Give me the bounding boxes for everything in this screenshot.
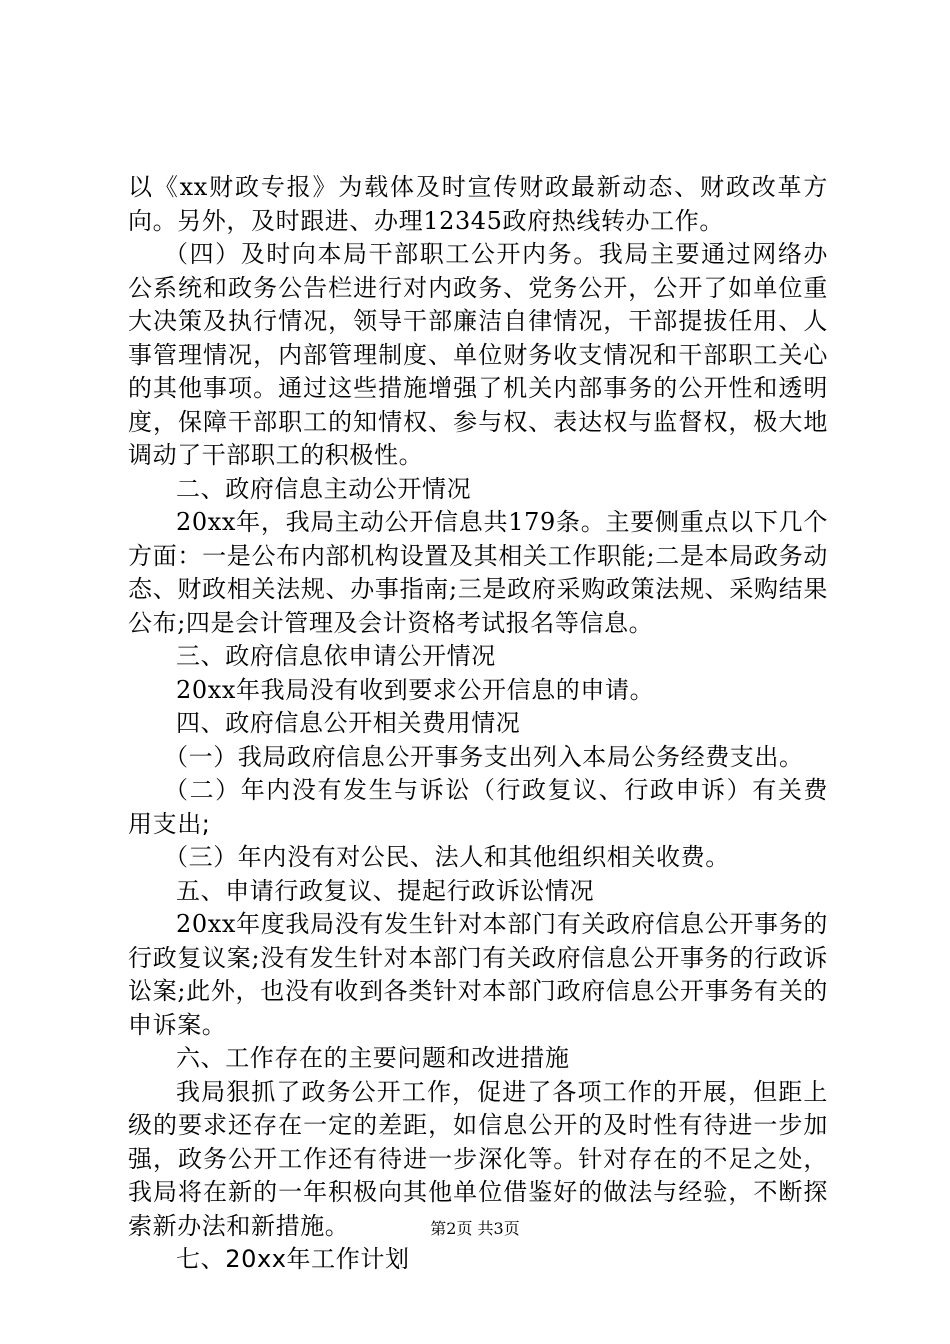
document-body <box>128 171 828 1277</box>
paragraph-lead-heading: （四）及时向本局干部职工公开内务。 <box>164 240 599 268</box>
section-heading-4: 四、政府信息公开相关费用情况 <box>176 709 521 737</box>
subheading-fees-3: （三）年内没有对公民、法人和其他组织相关收费。 <box>164 843 730 871</box>
paragraph-review-litigation: 20xx年度我局没有发生针对本部门有关政府信息公开事务的行政复议案;没有发生针对本部门有关政府信息公开事务的行政诉讼案;此外，也没有收到各类针对本部门政府信息公开事务有关的申诉案。 <box>128 910 828 1039</box>
paragraph-body-text: 我局主要通过网络办公系统和政务公告栏进行对内政务、党务公开，公开了如单位重大决策及执行情况，领导干部廉洁自律情况，干部提拔任用、人事管理情况，内部管理制度、单位财务收支情况和干部职工关心的其他事项。通过这些措施增强了机关内部事务的公开性和透明度，保障干部职工的知情权、参与权、表达权与监督权，极大地调动了干部职工的积极性。 <box>128 240 829 469</box>
section-heading-5: 五、申请行政复议、提起行政诉讼情况 <box>176 876 595 905</box>
paragraph-problems-measures: 我局狠抓了政务公开工作，促进了各项工作的开展，但距上级的要求还存在一定的差距，如信息公开的及时性有待进一步加强，政务公开工作还有待进一步深化等。针对存在的不足之处，我局将在新的一年积极向其他单位借鉴好的做法与经验，不断探索新办法和新措施。 <box>128 1077 828 1240</box>
page-number-footer: 第2页 共3页 <box>430 1219 520 1238</box>
section-heading-2: 二、政府信息主动公开情况 <box>176 474 472 503</box>
subheading-fees-1: （一）我局政府信息公开事务支出列入本局公务经费支出。 <box>164 742 804 771</box>
section-heading-3: 三、政府信息依申请公开情况 <box>176 642 496 670</box>
paragraph-continuation: 以《xx财政专报》为载体及时宣传财政最新动态、财政改革方向。另外，及时跟进、办理12345政府热线转办工作。 <box>128 173 828 235</box>
subheading-fees-2: （二）年内没有发生与诉讼（行政复议、行政申诉）有关费用支出; <box>128 776 828 838</box>
section-heading-7: 七、20xx年工作计划 <box>176 1245 410 1273</box>
paragraph-active-disclosure: 20xx年，我局主动公开信息共179条。主要侧重点以下几个方面：一是公布内部机构设置及其相关工作职能;二是本局政务动态、财政相关法规、办事指南;三是政府采购政策法规、采购结果公布;四是会计管理及会计资格考试报名等信息。 <box>128 508 828 637</box>
section-heading-6: 六、工作存在的主要问题和改进措施 <box>176 1044 570 1072</box>
paragraph-application-disclosure: 20xx年我局没有收到要求公开信息的申请。 <box>176 675 655 704</box>
paragraph-internal-disclosure <box>128 238 828 473</box>
